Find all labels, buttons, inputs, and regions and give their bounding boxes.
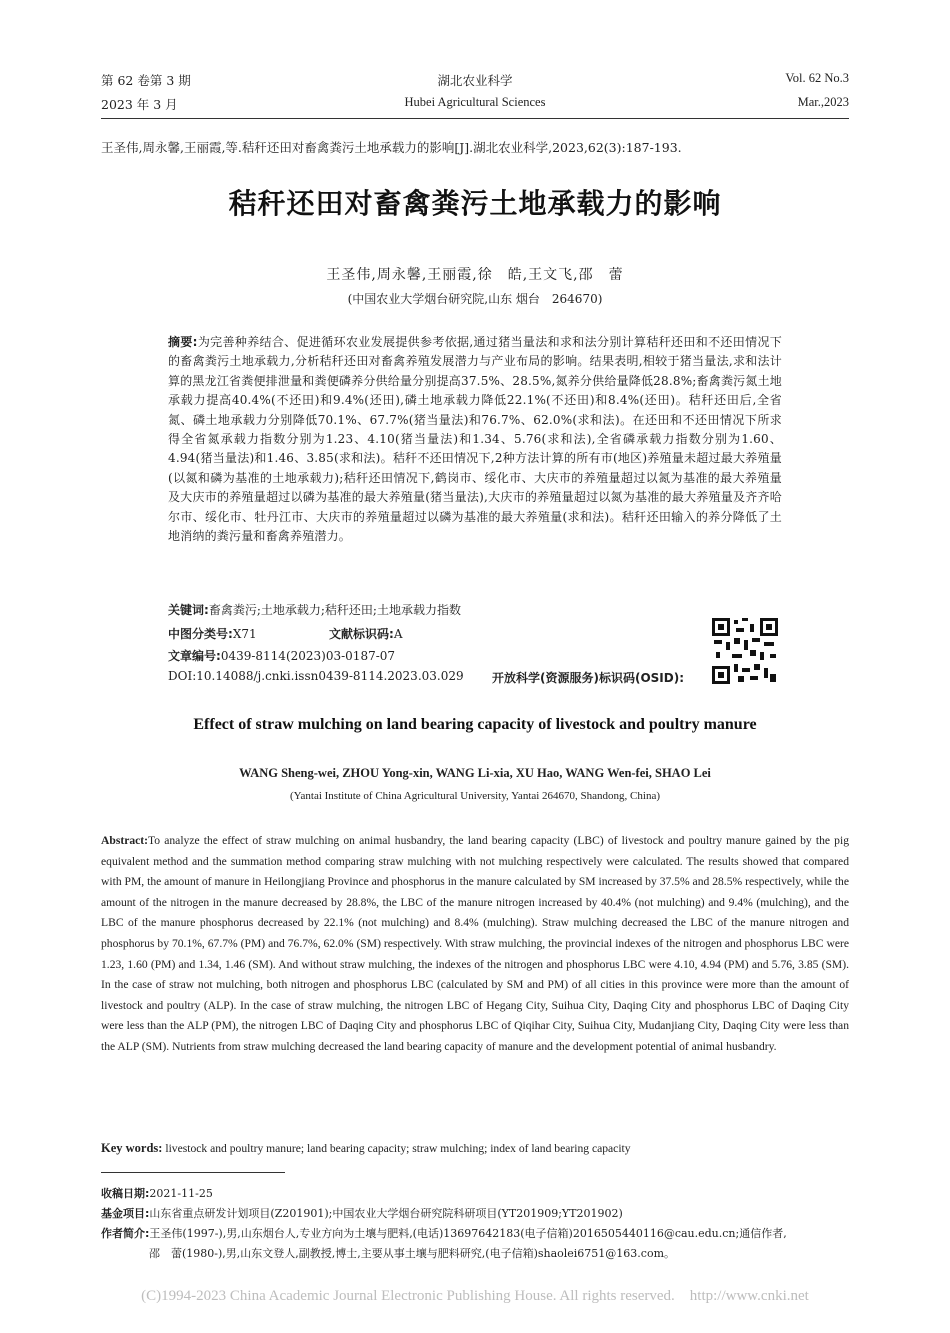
abstract-en-label: Abstract: [101, 834, 149, 847]
page-title: 秸秆还田对畜禽粪污土地承载力的影响 [228, 187, 722, 220]
abstract-en [101, 831, 849, 1058]
keywords-cn-text: 畜禽粪污;土地承载力;秸秆还田;土地承载力指数 [208, 603, 461, 617]
author-bio-label: 作者简介: [101, 1227, 150, 1240]
fund-info [101, 1205, 623, 1221]
doi-link[interactable]: DOI:10.14088/j.cnki.issn0439-8114.2023.03.029 [168, 669, 464, 683]
clc-number [168, 625, 257, 642]
header-rule [101, 118, 849, 119]
authors-cn: 王圣伟,周永馨,王丽霞,徐 皓,王文飞,邵 蕾 [326, 267, 624, 283]
fund-text: 山东省重点研发计划项目(Z201901);中国农业大学烟台研究院科研项目(YT201909;YT201902) [149, 1207, 623, 1220]
authors-en: WANG Sheng-wei, ZHOU Yong-xin, WANG Li-xia, XU Hao, WANG Wen-fei, SHAO Lei [239, 766, 711, 780]
received-text: 2021-11-25 [149, 1187, 213, 1200]
doc-code-value: A [393, 627, 403, 641]
footnote-rule [101, 1172, 285, 1173]
clc-value: X71 [232, 627, 257, 641]
citation-line: 王圣伟,周永馨,王丽霞,等.秸秆还田对畜禽粪污土地承载力的影响[J].湖北农业科学,2023,62(3):187-193. [101, 140, 682, 155]
abstract-en-text: To analyze the effect of straw mulching on animal husbandry, the land bearing capacity (LBC) of livestock and poultry manure gained by the pig equivalent method and the summation method comparing straw mulching with not mulching respectively were calculated. The results showed that compared with PM, the amount of manure in Heilongjiang Province and phosphorus in the manure calculated by SM increased by 37.5% and 28.5% respectively, while the amount of the nitrogen in the manure decreased by 28.8%, the LBC of the manure nitrogen increased by 40.4% (not mulching) and 9.4% (mulching), and the LBC of the manure phosphorus decreased by 22.1% (not mulching) and 8.4% (mulching). Straw mulching decreased the LBC of the manure nitrogen and phosphorus by 70.1%, 67.7% (PM) and 76.7%, 62.0% (SM) respectively. With straw mulching, the provincial indexes of the nitrogen and phosphorus LBC were 1.23, 1.60 (PM) and 1.34, 1.46 (SM). And without straw mulching, the indexes of the nitrogen and phosphorus LBC were 4.10, 4.94 (PM) and 5.76, 3.85 (SM). In the case of straw not mulching, both nitrogen and phosphorus LBC (calculated by SM and PM) of all cities in this province were more than the amount of livestock and poultry (ALP). In the case of straw mulching, the nitrogen LBC of Hegang City, Suihua City, Daqing City and phosphorus LBC of Daqing City were less than the ALP (PM), the nitrogen LBC of Daqing City and phosphorus LBC of Qiqihar City, Suihua City, Mudanjiang City, Daqing City were less than the ALP (SM). Nutrients from straw mulching decreased the land bearing capacity of manure and the development potential of animal husbandry. [101, 834, 849, 1053]
header-month-year: Mar.,2023 [797, 95, 849, 109]
cnki-watermark: (C)1994-2023 China Academic Journal Electronic Publishing House. All rights reserved. http://www.cnki.net [141, 1288, 809, 1304]
affiliation-cn: (中国农业大学烟台研究院,山东 烟台 264670) [347, 292, 603, 306]
corresponding-author: 邵 蕾(1980-),男,山东文登人,副教授,博士,主要从事土壤与肥料研究,(电子信箱)shaolei6751@163.com。 [149, 1247, 676, 1260]
title-en: Effect of straw mulching on land bearing capacity of livestock and poultry manure [193, 716, 757, 733]
osid-label: 开放科学(资源服务)标识码(OSID): [492, 671, 685, 685]
keywords-en [101, 1141, 631, 1156]
doc-code-label: 文献标识码: [329, 627, 394, 641]
header-journal-name-en: Hubei Agricultural Sciences [404, 95, 546, 109]
keywords-cn [168, 601, 461, 618]
author-bio-text: 王圣伟(1997-),男,山东烟台人,专业方向为土壤与肥料,(电话)13697642183(电子信箱)2016505440116@cau.edu.cn;通信作者, [149, 1227, 787, 1240]
abstract-cn-label: 摘要: [168, 335, 198, 349]
affiliation-en: (Yantai Institute of China Agricultural University, Yantai 264670, Shandong, China) [290, 790, 660, 802]
keywords-en-label: Key words: [101, 1141, 163, 1155]
article-number [168, 647, 395, 664]
article-no-label: 文章编号: [168, 649, 221, 663]
header-journal-name-cn: 湖北农业科学 [437, 73, 513, 88]
osid-qr-code[interactable] [712, 618, 778, 684]
author-bio [101, 1225, 861, 1241]
keywords-en-text: livestock and poultry manure; land bearing capacity; straw mulching; index of land bearing capacity [165, 1142, 631, 1155]
abstract-cn [168, 333, 782, 546]
abstract-cn-text: 为完善种养结合、促进循环农业发展提供参考依据,通过猪当量法和求和法分别计算秸秆还田和不还田情况下的畜禽粪污土地承载力,分析秸秆还田对畜禽养殖发展潜力与产业布局的影响。结果表明,相较于猪当量法,求和法计算的黑龙江省粪便排泄量和粪便磷养分供给量分别提高37.5%、28.5%,氮养分供给量降低28.8%;畜禽粪污氮土地承载力提高40.4%(不还田)和9.4%(还田),磷土地承载力降低22.1%(不还田)和8.4%(还田)。秸秆还田后,全省氮、磷土地承载力分别降低70.1%、67.7%(猪当量法)和76.7%、62.0%(求和法)。在还田和不还田情况下所求得全省氮承载力指数分别为1.23、4.10(猪当量法)和1.34、5.76(求和法),全省磷承载力指数分别为1.60、4.94(猪当量法)和1.46、3.85(求和法)。秸秆不还田情况下,2种方法计算的所有市(地区)养殖量未超过最大养殖量(以氮和磷为基准的土地承载力);秸秆还田情况下,鹤岗市、绥化市、大庆市的养殖量超过以氮为基准的最大养殖量及大庆市的养殖量超过以磷为基准的最大养殖量(猪当量法),大庆市的养殖量超过以氮为基准的最大养殖量及齐齐哈尔市、绥化市、牡丹江市、大庆市的养殖量超过以磷为基准的最大养殖量(求和法)。秸秆还田输入的养分降低了土地消纳的粪污量和畜禽养殖潜力。 [168, 335, 782, 544]
header-date: 2023 年 3 月 [101, 97, 178, 112]
article-no-value: 0439-8114(2023)03-0187-07 [220, 649, 396, 663]
received-label: 收稿日期: [101, 1187, 150, 1200]
header-vol-no: Vol. 62 No.3 [785, 71, 849, 85]
header-volume-issue: 第 62 卷第 3 期 [101, 73, 191, 88]
keywords-cn-label: 关键词: [168, 603, 209, 617]
clc-label: 中图分类号: [168, 627, 233, 641]
received-date [101, 1185, 213, 1201]
fund-label: 基金项目: [101, 1207, 150, 1220]
document-code [329, 625, 402, 642]
